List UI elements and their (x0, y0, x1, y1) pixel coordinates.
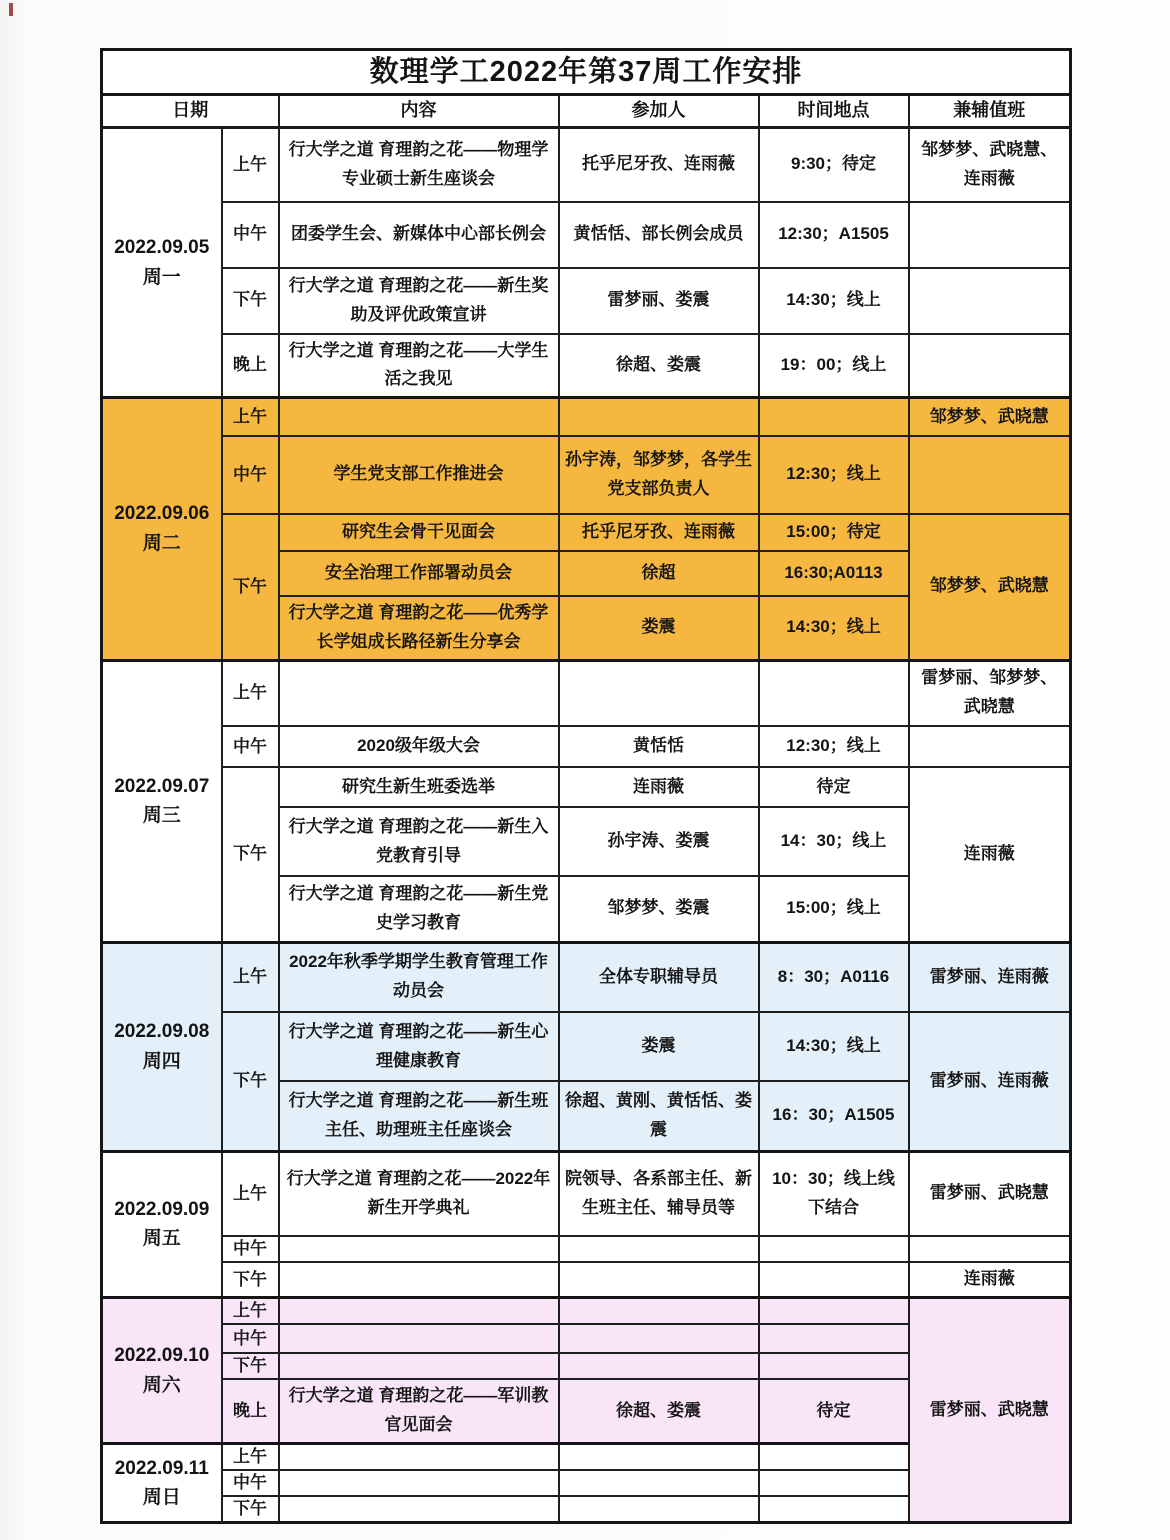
schedule-row (102, 514, 1071, 551)
time-cell (759, 1470, 909, 1496)
slot-cell: 上午 (222, 398, 279, 436)
schedule-row (102, 398, 1071, 436)
content-cell: 行大学之道 育理韵之花——新生党史学习教育 (279, 876, 559, 942)
time-cell (759, 660, 909, 726)
participants-cell (559, 1236, 759, 1262)
column-header-participants: 参加人 (559, 95, 759, 128)
duty-cell (909, 268, 1071, 334)
corner-artifact-mark (9, 3, 13, 16)
participants-cell (559, 1298, 759, 1325)
time-cell: 14:30；线上 (759, 596, 909, 660)
time-cell (759, 1298, 909, 1325)
schedule-row (102, 1298, 1071, 1325)
participants-cell (559, 1353, 759, 1379)
content-cell (279, 1236, 559, 1262)
duty-cell: 雷梦丽、武晓慧 (909, 1298, 1071, 1523)
date-line: 2022.09.05 (114, 237, 210, 259)
content-cell (279, 1298, 559, 1325)
date-line: 周二 (142, 532, 181, 554)
participants-cell (559, 660, 759, 726)
time-cell: 12:30；线上 (759, 436, 909, 514)
content-cell: 学生党支部工作推进会 (279, 436, 559, 514)
participants-cell: 黄恬恬、部长例会成员 (559, 202, 759, 268)
duty-cell: 连雨薇 (909, 1262, 1071, 1297)
content-cell (279, 1262, 559, 1297)
weekly-schedule-table (100, 48, 1072, 1524)
date-line: 2022.09.06 (114, 503, 210, 525)
duty-cell: 雷梦丽、连雨薇 (909, 942, 1071, 1012)
schedule-row (102, 1012, 1071, 1081)
participants-cell (559, 1444, 759, 1471)
participants-cell: 雷梦丽、娄震 (559, 268, 759, 334)
participants-cell: 全体专职辅导员 (559, 942, 759, 1012)
schedule-row (102, 1236, 1071, 1262)
time-cell (759, 1496, 909, 1523)
participants-cell (559, 1324, 759, 1353)
content-cell: 行大学之道 育理韵之花——新生奖助及评优政策宣讲 (279, 268, 559, 334)
duty-cell (909, 202, 1071, 268)
slot-cell: 中午 (222, 1324, 279, 1353)
date-line: 2022.09.07 (114, 775, 210, 797)
duty-cell: 邹梦梦、武晓慧 (909, 514, 1071, 660)
duty-cell (909, 334, 1071, 398)
schedule-row (102, 1151, 1071, 1236)
page-title: 数理学工2022年第37周工作安排 (102, 50, 1071, 95)
content-cell (279, 660, 559, 726)
time-cell (759, 1353, 909, 1379)
date-line: 2022.09.10 (114, 1345, 210, 1367)
schedule-row (102, 767, 1071, 807)
content-cell: 行大学之道 育理韵之花——军训教官见面会 (279, 1379, 559, 1443)
column-header-date: 日期 (102, 95, 279, 128)
duty-cell: 邹梦梦、武晓慧、连雨薇 (909, 128, 1071, 202)
slot-cell: 中午 (222, 1236, 279, 1262)
slot-cell: 晚上 (222, 1379, 279, 1443)
slot-cell: 下午 (222, 268, 279, 334)
time-cell (759, 1262, 909, 1297)
schedule-row (102, 1262, 1071, 1297)
date-line: 周四 (142, 1050, 181, 1072)
participants-cell: 孙宇涛、娄震 (559, 807, 759, 876)
content-cell: 行大学之道 育理韵之花——新生心理健康教育 (279, 1012, 559, 1081)
content-cell: 研究生会骨干见面会 (279, 514, 559, 551)
schedule-row (102, 726, 1071, 767)
date-cell (102, 660, 222, 942)
participants-cell (559, 1496, 759, 1523)
participants-cell: 徐超、娄震 (559, 334, 759, 398)
content-cell: 行大学之道 育理韵之花——物理学专业硕士新生座谈会 (279, 128, 559, 202)
time-cell: 14：30；线上 (759, 807, 909, 876)
content-cell: 研究生新生班委选举 (279, 767, 559, 807)
time-cell: 待定 (759, 767, 909, 807)
date-cell (102, 942, 222, 1151)
schedule-row (102, 942, 1071, 1012)
participants-cell: 托乎尼牙孜、连雨薇 (559, 514, 759, 551)
time-cell (759, 398, 909, 436)
schedule-row (102, 436, 1071, 514)
time-cell: 12:30；线上 (759, 726, 909, 767)
slot-cell: 下午 (222, 514, 279, 660)
date-cell (102, 1444, 222, 1523)
content-cell (279, 1324, 559, 1353)
date-line: 2022.09.08 (114, 1021, 210, 1043)
time-cell: 16：30；A1505 (759, 1081, 909, 1151)
content-cell: 2020级年级大会 (279, 726, 559, 767)
schedule-row (102, 268, 1071, 334)
date-line: 周六 (142, 1374, 181, 1396)
time-cell: 15:00；线上 (759, 876, 909, 942)
content-cell (279, 1470, 559, 1496)
time-cell: 待定 (759, 1379, 909, 1443)
column-header-time-location: 时间地点 (759, 95, 909, 128)
duty-cell: 雷梦丽、连雨薇 (909, 1012, 1071, 1151)
participants-cell: 徐超、娄震 (559, 1379, 759, 1443)
date-line: 周一 (142, 266, 181, 288)
slot-cell: 上午 (222, 660, 279, 726)
duty-cell: 邹梦梦、武晓慧 (909, 398, 1071, 436)
date-cell (102, 398, 222, 660)
time-cell (759, 1324, 909, 1353)
content-cell: 2022年秋季学期学生教育管理工作动员会 (279, 942, 559, 1012)
content-cell: 行大学之道 育理韵之花——新生班主任、助理班主任座谈会 (279, 1081, 559, 1151)
time-cell: 14:30；线上 (759, 1012, 909, 1081)
participants-cell: 院领导、各系部主任、新生班主任、辅导员等 (559, 1151, 759, 1236)
participants-cell: 娄震 (559, 1012, 759, 1081)
date-line: 周五 (142, 1228, 181, 1250)
schedule-row (102, 128, 1071, 202)
content-cell: 行大学之道 育理韵之花——大学生活之我见 (279, 334, 559, 398)
date-cell (102, 1298, 222, 1444)
participants-cell (559, 398, 759, 436)
date-cell (102, 128, 222, 398)
content-cell (279, 1496, 559, 1523)
schedule-row (102, 334, 1071, 398)
slot-cell: 上午 (222, 1444, 279, 1471)
participants-cell (559, 1470, 759, 1496)
content-cell: 行大学之道 育理韵之花——优秀学长学姐成长路径新生分享会 (279, 596, 559, 660)
participants-cell: 娄震 (559, 596, 759, 660)
schedule-row (102, 660, 1071, 726)
participants-cell: 徐超、黄刚、黄恬恬、娄震 (559, 1081, 759, 1151)
column-header-duty: 兼辅值班 (909, 95, 1071, 128)
participants-cell: 托乎尼牙孜、连雨薇 (559, 128, 759, 202)
duty-cell: 雷梦丽、武晓慧 (909, 1151, 1071, 1236)
duty-cell: 连雨薇 (909, 767, 1071, 942)
content-cell (279, 1353, 559, 1379)
slot-cell: 中午 (222, 1470, 279, 1496)
column-header-row (102, 95, 1071, 128)
date-cell (102, 1151, 222, 1297)
time-cell: 14:30；线上 (759, 268, 909, 334)
duty-cell (909, 436, 1071, 514)
slot-cell: 下午 (222, 1262, 279, 1297)
time-cell: 16:30;A0113 (759, 551, 909, 596)
content-cell: 团委学生会、新媒体中心部长例会 (279, 202, 559, 268)
date-line: 周三 (142, 805, 181, 827)
time-cell: 10：30；线上线下结合 (759, 1151, 909, 1236)
time-cell: 12:30；A1505 (759, 202, 909, 268)
content-cell (279, 1444, 559, 1471)
slot-cell: 上午 (222, 942, 279, 1012)
date-line: 周日 (142, 1487, 181, 1509)
schedule-body (102, 128, 1071, 1523)
duty-cell: 雷梦丽、邹梦梦、武晓慧 (909, 660, 1071, 726)
content-cell: 行大学之道 育理韵之花——新生入党教育引导 (279, 807, 559, 876)
slot-cell: 下午 (222, 1012, 279, 1151)
participants-cell: 连雨薇 (559, 767, 759, 807)
duty-cell (909, 726, 1071, 767)
slot-cell: 中午 (222, 436, 279, 514)
slot-cell: 上午 (222, 128, 279, 202)
time-cell: 9:30；待定 (759, 128, 909, 202)
participants-cell: 邹梦梦、娄震 (559, 876, 759, 942)
participants-cell: 孙宇涛，邹梦梦，各学生党支部负责人 (559, 436, 759, 514)
time-cell (759, 1444, 909, 1471)
participants-cell: 黄恬恬 (559, 726, 759, 767)
date-line: 2022.09.11 (114, 1457, 209, 1479)
column-header-content: 内容 (279, 95, 559, 128)
content-cell: 安全治理工作部署动员会 (279, 551, 559, 596)
slot-cell: 晚上 (222, 334, 279, 398)
content-cell (279, 398, 559, 436)
time-cell (759, 1236, 909, 1262)
slot-cell: 下午 (222, 767, 279, 942)
slot-cell: 下午 (222, 1496, 279, 1523)
time-cell: 19：00；线上 (759, 334, 909, 398)
slot-cell: 上午 (222, 1298, 279, 1325)
slot-cell: 中午 (222, 202, 279, 268)
time-cell: 8：30；A0116 (759, 942, 909, 1012)
slot-cell: 上午 (222, 1151, 279, 1236)
title-row (102, 50, 1071, 95)
participants-cell: 徐超 (559, 551, 759, 596)
schedule-row (102, 202, 1071, 268)
slot-cell: 下午 (222, 1353, 279, 1379)
duty-cell (909, 1236, 1071, 1262)
content-cell: 行大学之道 育理韵之花——2022年新生开学典礼 (279, 1151, 559, 1236)
time-cell: 15:00；待定 (759, 514, 909, 551)
date-line: 2022.09.09 (114, 1198, 210, 1220)
slot-cell: 中午 (222, 726, 279, 767)
participants-cell (559, 1262, 759, 1297)
